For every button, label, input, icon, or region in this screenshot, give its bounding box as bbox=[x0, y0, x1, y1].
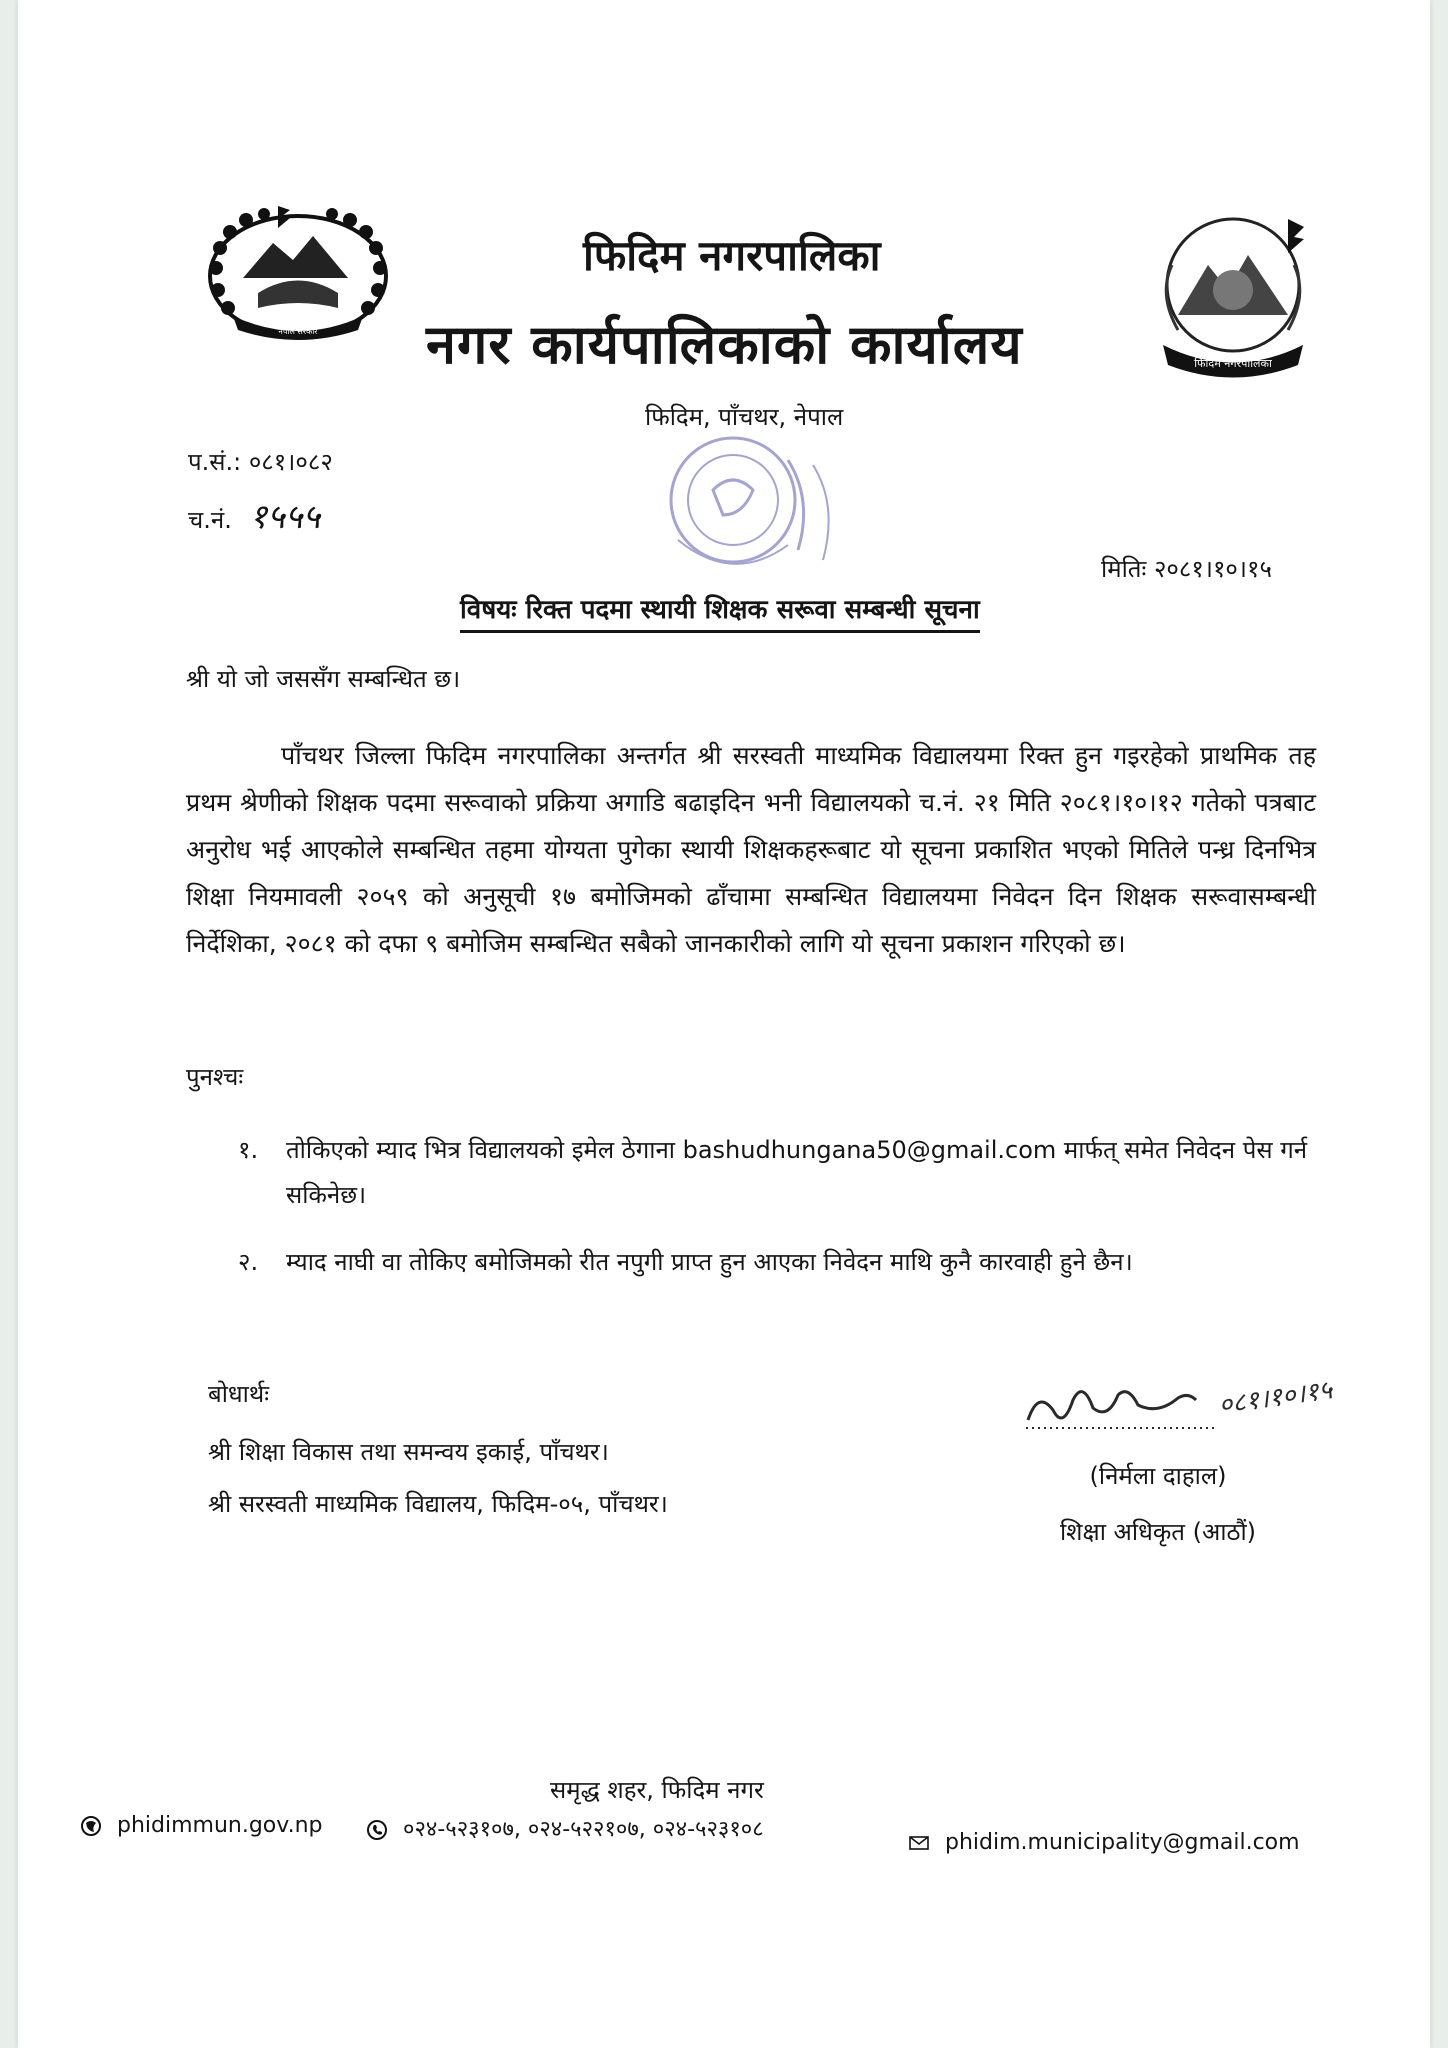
mail-icon bbox=[908, 1832, 930, 1854]
phone-icon bbox=[366, 1819, 388, 1841]
footer-slogan: समृद्ध शहर, फिदिम नगर bbox=[550, 1776, 764, 1804]
coat-of-arms-icon bbox=[198, 198, 398, 348]
round-stamp-icon bbox=[638, 420, 868, 590]
phone-numbers: ०२४-५२३१०७, ०२४-५२२१०७, ०२४-५२३१०८ bbox=[403, 1817, 764, 1842]
nepal-government-emblem bbox=[198, 198, 398, 348]
cc-recipient: श्री शिक्षा विकास तथा समन्वय इकाई, पाँचथर। bbox=[208, 1438, 609, 1466]
svg-text:फिदिम नगरपालिका: फिदिम नगरपालिका bbox=[1194, 357, 1272, 370]
phidim-municipality-logo bbox=[1138, 205, 1328, 385]
postscript-item-number: २. bbox=[238, 1248, 259, 1276]
letter-date: मितिः २०८१।१०।१५ bbox=[1101, 555, 1272, 583]
subject-line: विषयः रिक्त पदमा स्थायी शिक्षक सरूवा सम्बन्धी सूचना bbox=[460, 590, 980, 633]
postscript-label: पुनश्चः bbox=[186, 1063, 244, 1091]
postscript-item bbox=[238, 1128, 1318, 1218]
letter-page bbox=[18, 0, 1430, 2048]
signature bbox=[1018, 1370, 1378, 1450]
signatory-designation: शिक्षा अधिकृत (आठौं) bbox=[1059, 1518, 1257, 1546]
office-address: फिदिम, पाँचथर, नेपाल bbox=[645, 403, 844, 431]
email-link[interactable]: phidim.municipality@gmail.com bbox=[945, 1830, 1300, 1855]
fiscal-year-reference: प.सं.: ०८१।०८२ bbox=[188, 448, 333, 476]
salutation: श्री यो जो जससँग सम्बन्धित छ। bbox=[186, 665, 461, 693]
footer-phones bbox=[366, 1813, 764, 1843]
cc-block bbox=[208, 1370, 668, 1528]
globe-icon bbox=[80, 1815, 102, 1837]
cc-recipient: श्री सरस्वती माध्यमिक विद्यालय, फिदिम-०५, पाँचथर। bbox=[208, 1490, 668, 1518]
notice-body: पाँचथर जिल्ला फिदिम नगरपालिका अन्तर्गत श्री सरस्वती माध्यमिक विद्यालयमा रिक्त हुन गइरहेको प्राथमिक तह प्रथम श्रेणीको शिक्षक पदमा सरूवाको प्रक्रिया अगाडि बढाइदिन भनी विद्यालयको च.नं. २१ मिति २०८१।१०।१२ गतेको पत्रबाट अनुरोध भई आएकोले सम्बन्धित तहमा योग्यता पुगेका स्थायी शिक्षकहरूबाट यो सूचना प्रकाशित भएको मितिले पन्ध्र दिनभित्र शिक्षा नियमावली २०५९ को अनुसूची १७ बमोजिमको ढाँचामा सम्बन्धित विद्यालयमा निवेदन दिन शिक्षक सरूवासम्बन्धी निर्देशिका, २०८१ को दफा ९ बमोजिम सम्बन्धित सबैको जानकारीको लागि यो सूचना प्रकाशन गरिएको छ। bbox=[186, 741, 1316, 958]
dispatch-number bbox=[188, 492, 320, 538]
office-stamp bbox=[638, 420, 868, 590]
dispatch-prefix: च.नं. bbox=[188, 506, 232, 534]
office-name: नगर कार्यपालिकाको कार्यालय bbox=[426, 313, 1023, 376]
municipality-logo-icon bbox=[1138, 205, 1328, 385]
svg-text:नेपाल सरकार: नेपाल सरकार bbox=[278, 327, 318, 336]
postscript-item bbox=[238, 1240, 1318, 1285]
postscript-item-number: १. bbox=[238, 1136, 259, 1164]
postscript-item-text: तोकिएको म्याद भित्र विद्यालयको इमेल ठेगाना bashudhungana50@gmail.com मार्फत् समेत निवेदन पेस गर्न सकिनेछ। bbox=[286, 1136, 1308, 1209]
postscript-item-text: म्याद नाघी वा तोकिए बमोजिमको रीत नपुगी प्राप्त हुन आएका निवेदन माथि कुनै कारवाही हुने छैन। bbox=[286, 1248, 1133, 1276]
municipality-name: फिदिम नगरपालिका bbox=[583, 231, 881, 280]
footer-email bbox=[908, 1830, 1300, 1855]
signature-date: ०८१।१०।१५ bbox=[1216, 1375, 1335, 1421]
website-link[interactable]: phidimmun.gov.np bbox=[117, 1813, 323, 1838]
signatory-name: (निर्मला दाहाल) bbox=[1089, 1462, 1227, 1490]
cc-label: बोधार्थः bbox=[208, 1380, 270, 1408]
dispatch-number-handwritten: १५५५ bbox=[249, 497, 321, 537]
footer-website bbox=[80, 1813, 322, 1838]
signatory-block bbox=[1008, 1452, 1308, 1556]
